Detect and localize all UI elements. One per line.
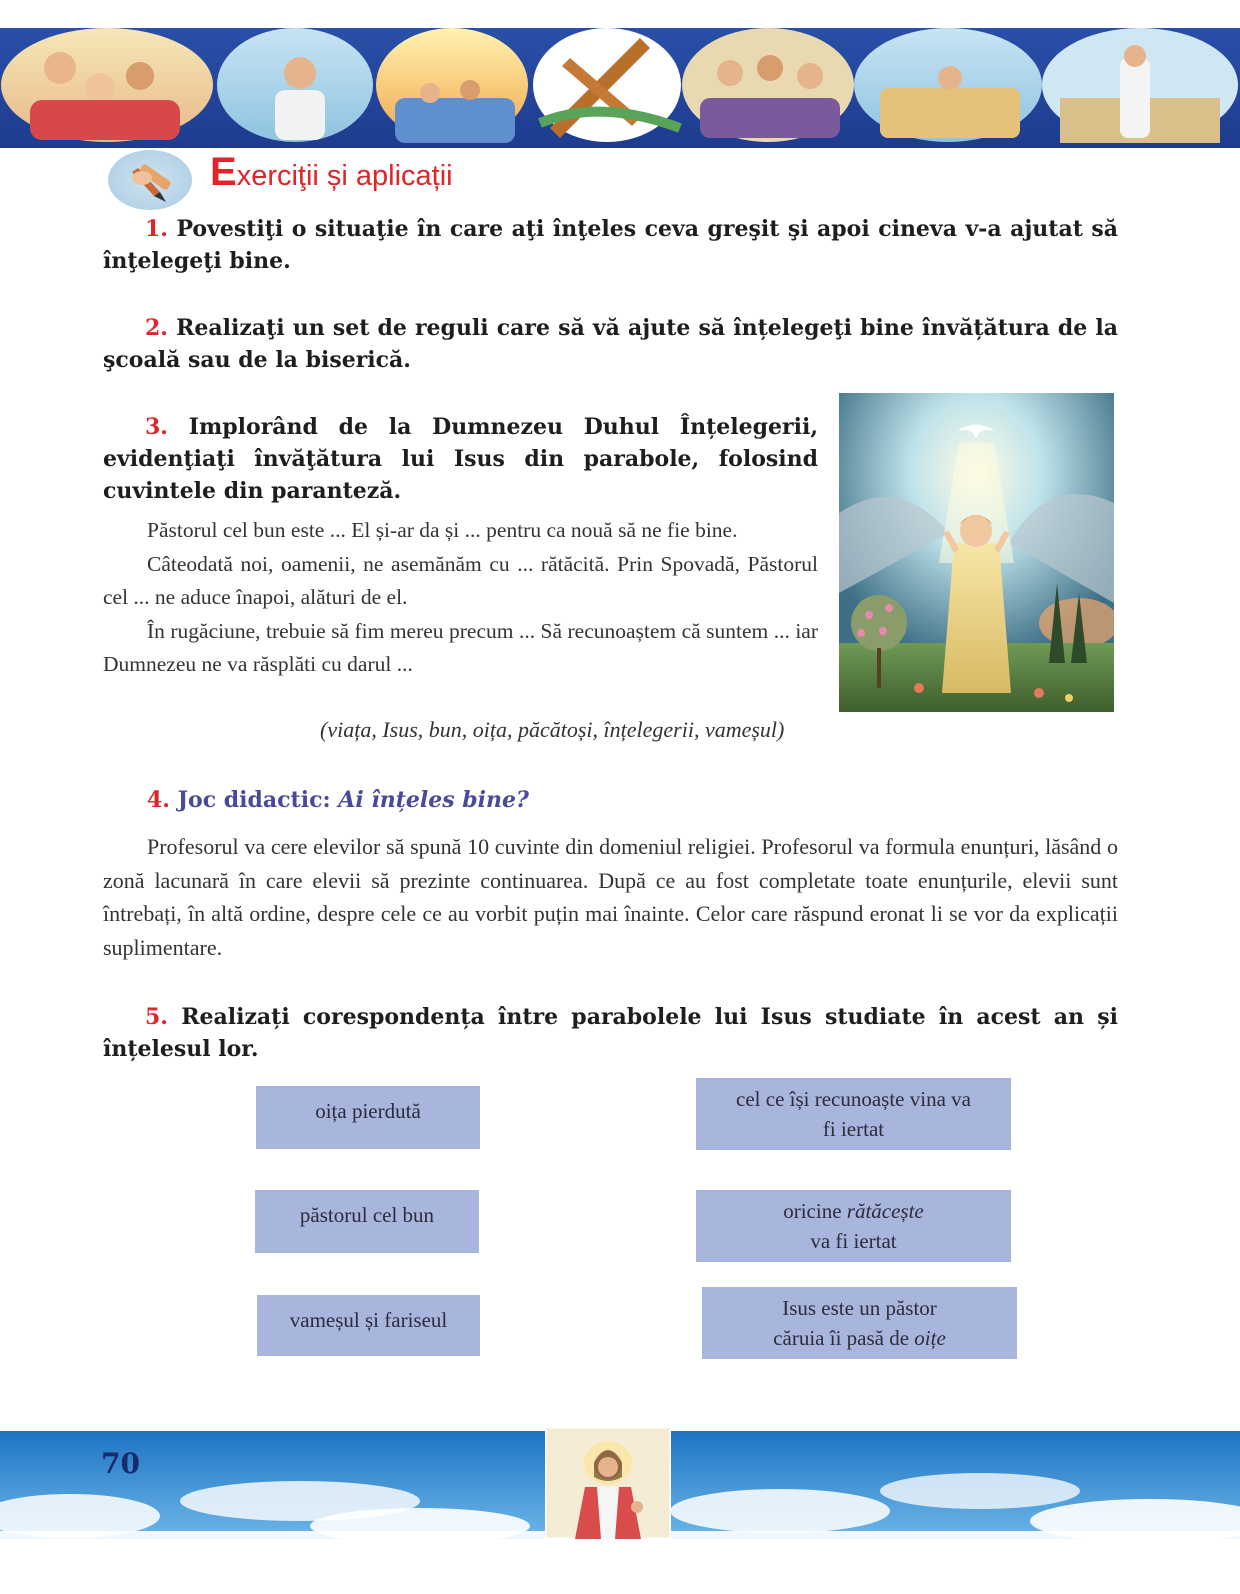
meaning-text: oricine bbox=[783, 1199, 847, 1223]
exercise-3-number: 3. bbox=[145, 414, 168, 440]
fill-in-paragraph: Păstorul cel bun este ... El și-ar da și ... pentru ca nouă să ne fie bine. bbox=[147, 518, 738, 542]
exercise-4-label: Joc didactic: bbox=[177, 787, 331, 813]
exercise-1 bbox=[103, 213, 1118, 277]
meaning-line: va fi iertat bbox=[810, 1229, 897, 1253]
child-praying-dove-image bbox=[839, 393, 1114, 712]
parable-label: oița pierdută bbox=[315, 1099, 421, 1123]
meaning-box-caring-shepherd[interactable] bbox=[702, 1287, 1017, 1359]
meaning-line: fi iertat bbox=[822, 1117, 885, 1141]
meaning-line bbox=[702, 1323, 1017, 1353]
exercise-2-text: Realizaţi un set de reguli care să vă ajute să înțelegeţi bine învățătura de la şcoală sau de la biserică. bbox=[103, 315, 1118, 373]
meaning-line: Isus este un păstor bbox=[782, 1296, 937, 1320]
section-title-initial: E bbox=[210, 150, 237, 194]
banner-illustrations bbox=[0, 28, 1240, 148]
parable-label: vameșul și fariseul bbox=[289, 1308, 448, 1332]
exercise-4-title bbox=[147, 787, 529, 813]
meaning-text: căruia îi pasă de bbox=[773, 1326, 915, 1350]
exercise-3 bbox=[103, 411, 818, 507]
parable-label: păstorul cel bun bbox=[299, 1203, 435, 1227]
meaning-line: cel ce își recunoaște vina va bbox=[736, 1087, 971, 1111]
meaning-box-repentance[interactable] bbox=[696, 1078, 1011, 1150]
exercise-3-fill-in-text bbox=[103, 514, 818, 682]
fill-in-paragraph: În rugăciune, trebuie să fim mereu precum ... Să recunoaștem că suntem ... iar Dumnezeu ne va răsplăti cu darul ... bbox=[103, 618, 818, 676]
exercise-3-text: Implorând de la Dumnezeu Duhul Înțelegerii, evidenţiaţi învăţătura lui Isus din parabole, folosind cuvintele din paranteză. bbox=[103, 414, 818, 504]
exercise-2 bbox=[103, 312, 1118, 376]
meaning-box-wanderer-forgiven[interactable] bbox=[696, 1190, 1011, 1262]
exercise-4-text: Profesorul va cere elevilor să spună 10 cuvinte din domeniul religiei. Profesorul va formula enunțuri, lăsând o zonă lacunară în care elevii să prezinte continuarea. După ce au fost completate toate enunțurile, elevii sunt întrebați, în altă ordine, despre cele ce au vorbit puțin mai înainte. Celor care răspund eronat li se vor da explicații suplimentare. bbox=[103, 834, 1118, 960]
jesus-portrait-icon bbox=[545, 1427, 671, 1539]
exercise-5-text: Realizați corespondența între parabolele lui Isus studiate în acest an și înțelesul lor. bbox=[103, 1004, 1118, 1062]
writing-hand-icon bbox=[108, 150, 192, 210]
top-banner bbox=[0, 28, 1240, 148]
meaning-text-italic: rătăcește bbox=[846, 1199, 924, 1223]
section-title bbox=[210, 150, 453, 195]
fill-in-paragraph: Câteodată noi, oamenii, ne asemănăm cu ... rătăcită. Prin Spovadă, Păstorul cel ... ne aduce înapoi, alături de el. bbox=[103, 551, 818, 609]
exercise-1-number: 1. bbox=[145, 216, 168, 242]
page-number: 70 bbox=[101, 1447, 140, 1480]
word-bank: (viața, Isus, bun, oița, păcătoși, înțelegerii, vameșul) bbox=[320, 717, 785, 742]
exercise-2-number: 2. bbox=[145, 315, 168, 341]
section-title-rest: xerciţii și aplicații bbox=[236, 160, 453, 192]
exercise-5 bbox=[103, 1001, 1118, 1065]
meaning-line bbox=[696, 1196, 1011, 1226]
meaning-text-italic: oițe bbox=[914, 1326, 946, 1350]
exercise-4-number: 4. bbox=[147, 787, 170, 813]
exercise-5-number: 5. bbox=[145, 1004, 168, 1030]
exercise-1-text: Povestiţi o situaţie în care aţi înţeles ceva greşit şi apoi cineva v-a ajutat să înţelegeţi bine. bbox=[103, 216, 1118, 274]
parable-box-lost-sheep[interactable] bbox=[256, 1086, 480, 1149]
exercise-4-game-name: Ai înțeles bine? bbox=[338, 787, 529, 813]
parable-box-publican-pharisee[interactable] bbox=[257, 1295, 480, 1356]
parable-box-good-shepherd[interactable] bbox=[255, 1190, 479, 1253]
